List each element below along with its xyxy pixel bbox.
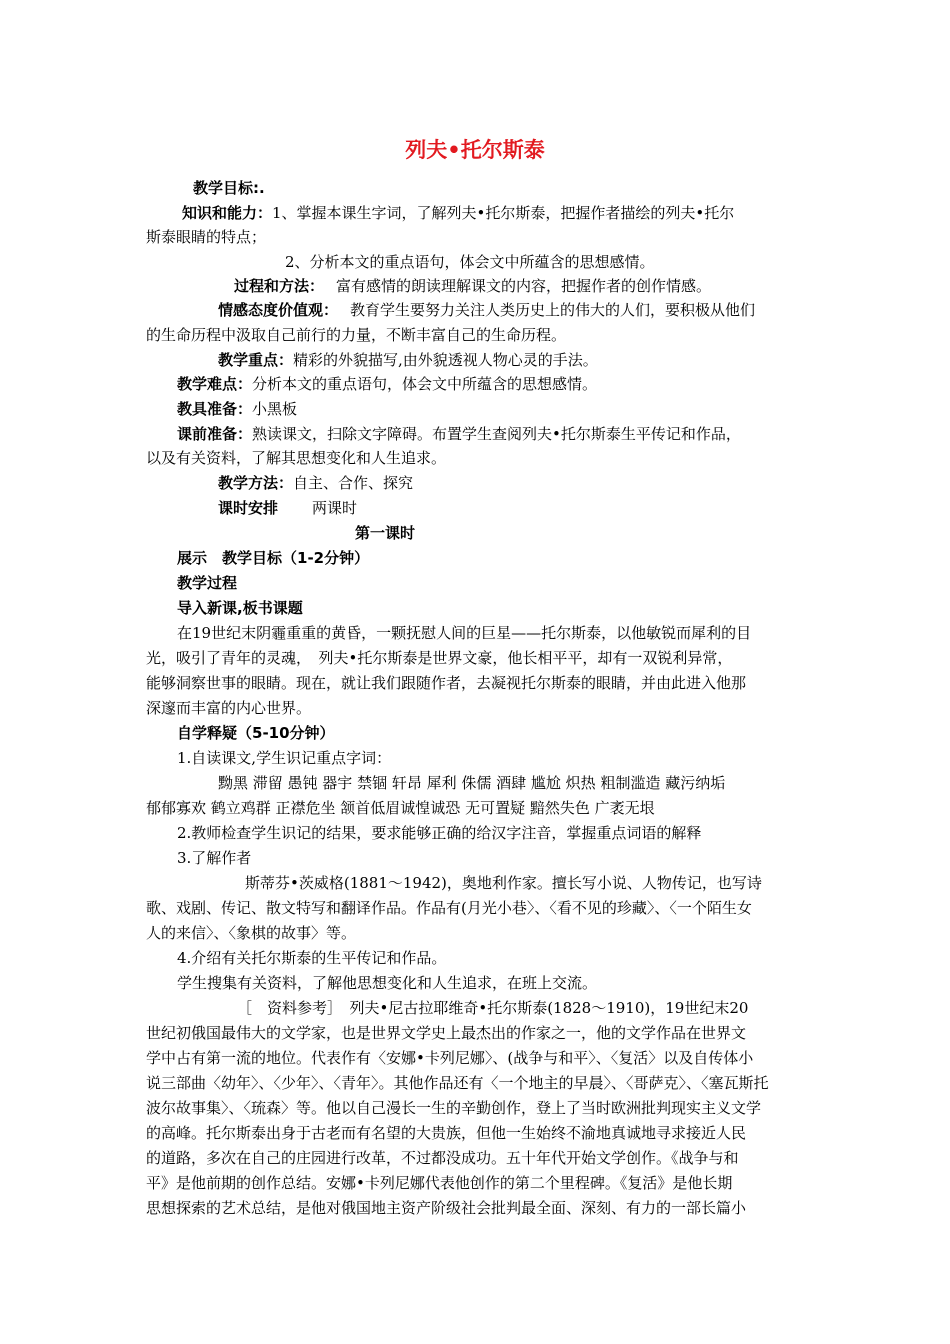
- label: 教学难点：: [177, 375, 253, 393]
- text-line: 思想探索的艺术总结，是他对俄国地主资产阶级社会批判最全面、深刻、有力的一部长篇小: [146, 1199, 747, 1217]
- text-line: 说三部曲〈幼年〉、〈少年〉、〈青年〉。其他作品还有〈一个地主的早晨〉、〈哥萨克〉、〈塞瓦斯托: [146, 1074, 769, 1092]
- text: 小黑板: [252, 400, 298, 418]
- text: 自主、合作、探究: [293, 474, 414, 492]
- text-line: 3.了解作者: [177, 849, 252, 867]
- text-line: [177, 422, 741, 446]
- document-title: 列夫•托尔斯泰: [405, 138, 545, 162]
- text: 两课时: [312, 499, 358, 517]
- text-line: 人的来信〉、〈象棋的故事〉等。: [146, 924, 357, 942]
- text-line: 的高峰。托尔斯泰出身于古老而有名望的大贵族，但他一生始终不渝地真诚地寻求接近人民: [146, 1124, 747, 1142]
- label: 情感态度价值观：: [218, 301, 339, 319]
- section-heading: 教学过程: [177, 574, 238, 592]
- text: 教育学生要努力关注人类历史上的伟大的人们，要积极从他们: [350, 301, 756, 319]
- label: 课时安排: [218, 499, 279, 517]
- label: 教学方法：: [218, 474, 294, 492]
- text-line: [218, 298, 755, 322]
- text-line: 的生命历程中汲取自己前行的力量，不断丰富自己的生命历程。: [146, 326, 567, 344]
- text-line: 歌、戏剧、传记、散文特写和翻译作品。作品有(月光小巷〉、〈看不见的珍藏〉、〈一个陌生女: [146, 899, 752, 917]
- text-line: 深邃而丰富的内心世界。: [146, 699, 312, 717]
- text-line: 以及有关资料，了解其思想变化和人生追求。: [146, 449, 447, 467]
- text-line: [218, 348, 598, 372]
- text-line: 学中占有第一流的地位。代表作有〈安娜•卡列尼娜〉、(战争与和平〉、〈复活〉以及自传体小: [146, 1049, 754, 1067]
- text-line: ［ 资料参考］ 列夫•尼古拉耶维奇•托尔斯泰(1828～1910)，19世纪末20: [237, 999, 749, 1017]
- label: 课前准备：: [177, 425, 253, 443]
- text-line: 2、分析本文的重点语句，体会文中所蕴含的思想感情。: [285, 253, 655, 271]
- text-line: 2.教师检查学生识记的结果，要求能够正确的给汉字注音，掌握重点词语的解释: [177, 824, 702, 842]
- section-heading: 展示 教学目标（1-2分钟）: [177, 549, 370, 567]
- text-line: [218, 471, 413, 495]
- text-line: 世纪初俄国最伟大的文学家，也是世界文学史上最杰出的作家之一，他的文学作品在世界文: [146, 1024, 747, 1042]
- label: 教学重点：: [218, 351, 294, 369]
- text: 精彩的外貌描写,由外貌透视人物心灵的手法。: [293, 351, 598, 369]
- text: 熟读课文，扫除文字障碍。布置学生查阅列夫•托尔斯泰生平传记和作品，: [252, 425, 741, 443]
- text-line: 学生搜集有关资料，了解他思想变化和人生追求，在班上交流。: [177, 974, 598, 992]
- text: 分析本文的重点语句，体会文中所蕴含的思想感情。: [252, 375, 598, 393]
- text-line: 4.介绍有关托尔斯泰的生平传记和作品。: [177, 949, 447, 967]
- section-heading: 导入新课,板书课题: [177, 599, 303, 617]
- lesson-heading: 第一课时: [355, 524, 416, 542]
- teaching-goals-heading: 教学目标:.: [193, 179, 265, 197]
- text-line: 在19世纪末阴霾重重的黄昏，一颗抚慰人间的巨星——托尔斯泰，以他敏锐而犀利的目: [177, 624, 752, 642]
- text-line: 黝黑 滞留 愚钝 器宇 禁锢 轩昂 犀利 侏儒 酒肆 尴尬 炽热 粗制滥造 藏污纳垢: [218, 774, 726, 792]
- text-line: 斯泰眼睛的特点；: [146, 228, 267, 246]
- text-line: [182, 201, 734, 225]
- text-line: 能够洞察世事的眼睛。现在，就让我们跟随作者，去凝视托尔斯泰的眼睛，并由此进入他那: [146, 674, 747, 692]
- text-line: 1.自读课文,学生识记重点字词：: [177, 749, 392, 767]
- label: 过程和方法：: [234, 277, 325, 295]
- text-line: 斯蒂芬•茨威格(1881～1942)，奥地利作家。擅长写小说、人物传记，也写诗: [245, 874, 762, 892]
- text-line: [177, 372, 597, 396]
- text: 富有感情的朗读理解课文的内容，把握作者的创作情感。: [336, 277, 712, 295]
- text-line: 郁郁寡欢 鹤立鸡群 正襟危坐 颔首低眉诚惶诚恐 无可置疑 黯然失色 广袤无垠: [146, 799, 655, 817]
- text: 1、掌握本课生字词，了解列夫•托尔斯泰，把握作者描绘的列夫•托尔: [272, 204, 735, 222]
- label: 教具准备：: [177, 400, 253, 418]
- text-line: [234, 274, 711, 298]
- label: 知识和能力：: [182, 204, 273, 222]
- text-line: [177, 397, 297, 421]
- text-line: [218, 496, 357, 520]
- text-line: 光，吸引了青年的灵魂， 列夫•托尔斯泰是世界文豪，他长相平平，却有一双锐利异常，: [146, 649, 733, 667]
- text-line: 波尔故事集〉、〈琉森〉等。他以自己漫长一生的辛勤创作，登上了当时欧洲批判现实主义文学: [146, 1099, 762, 1117]
- section-heading: 自学释疑（5-10分钟）: [177, 724, 335, 742]
- text-line: 平》是他前期的创作总结。安娜•卡列尼娜代表他创作的第二个里程碑。《复活》是他长期: [146, 1174, 733, 1192]
- text-line: 的道路，多次在自己的庄园进行改革，不过都没成功。五十年代开始文学创作。《战争与和: [146, 1149, 739, 1167]
